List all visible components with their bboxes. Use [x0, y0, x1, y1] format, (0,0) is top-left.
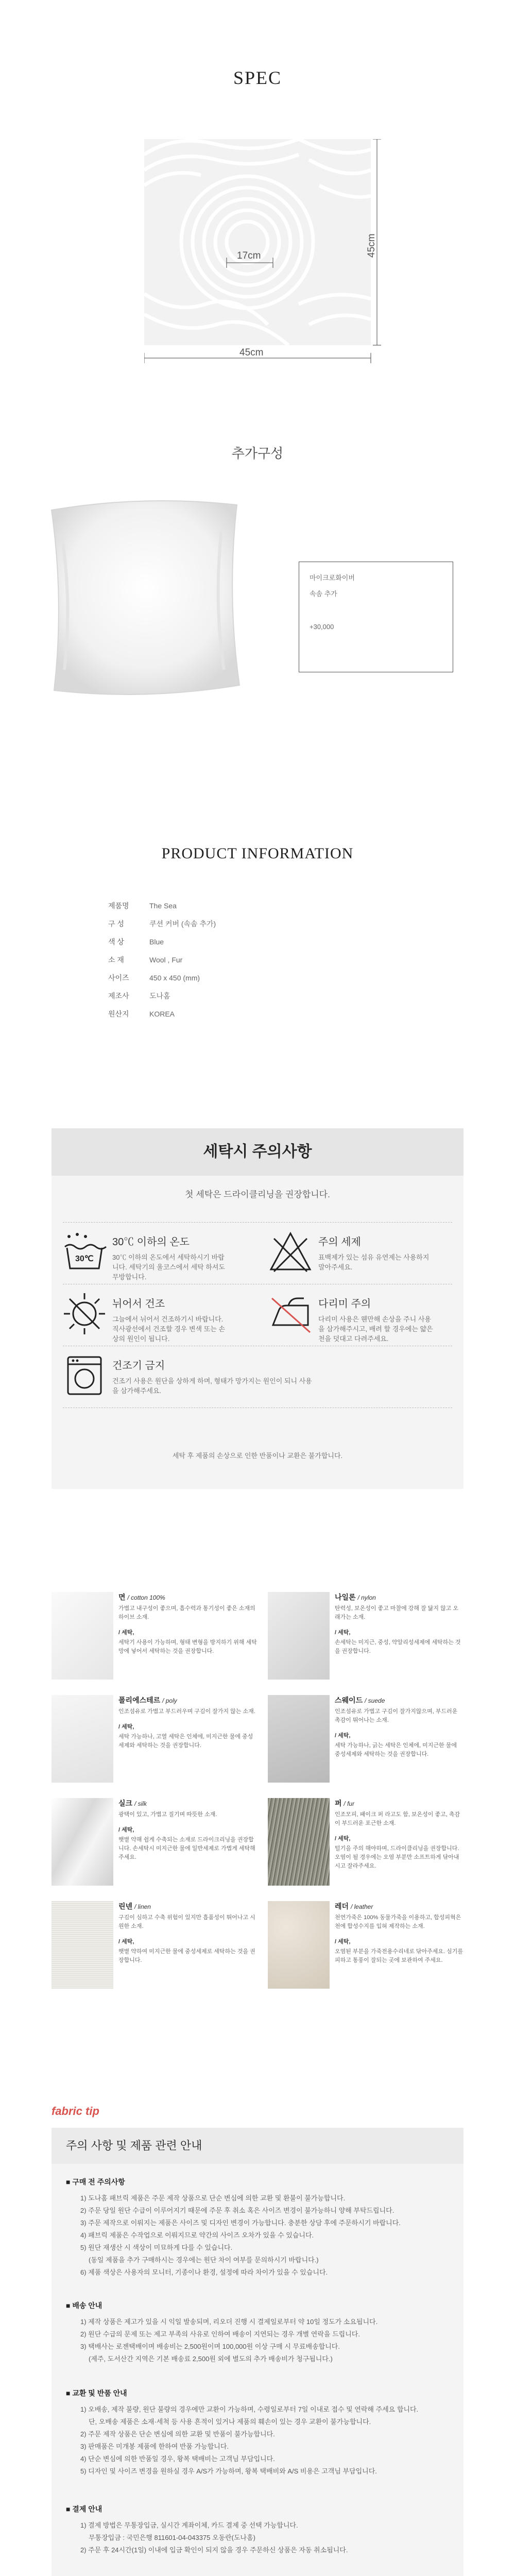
fabric-desc: 광택이 있고, 가볍고 질기며 따뜻한 소재.: [118, 1811, 217, 1818]
no-bleach-icon: [268, 1229, 313, 1275]
fabric-wash-title: / 세탁,: [118, 1827, 134, 1833]
wash-item-text: 30℃ 이하의 온도에서 세탁하시기 바랍니다. 세탁기의 울코스에서 세탁 하셔도 무방합니다.: [112, 1253, 225, 1281]
info-row: [108, 969, 366, 987]
wash-item-text: 건조기 사용은 원단을 상하게 하며, 형태가 망가지는 원인이 되니 사용을 삼가해주세요.: [112, 1377, 312, 1395]
wash-item-title: 다리미 주의: [318, 1298, 371, 1310]
info-row: [108, 987, 366, 1005]
fabric-wash-desc: 햇볕 약해 쉽게 수축되는 소재로 드라이크리닝을 권장합니다. 손세탁시 미지근한 물에 일반세제로 가볍게 세탁해주세요.: [118, 1837, 255, 1860]
fabric-desc: 인조섬유로 가볍고 부드러우며 구김이 잘가지 않는 소재.: [118, 1708, 255, 1715]
wash-temp-label: 30℃: [75, 1255, 94, 1263]
fabric-wash-title: / 세탁,: [118, 1630, 134, 1636]
notice-line: 무통장입금 : 국민은행 811601-04-043375 오동란(도나홈): [89, 2534, 256, 2541]
extra-option-title: 추가구성: [231, 446, 284, 461]
fabric-desc: 인조섬유로 가볍고 구김이 잘가지않으며, 부드러운 촉감이 뛰어나는 소재.: [335, 1708, 458, 1723]
info-value: KOREA: [149, 1009, 175, 1018]
fabric-desc: 천연가죽은 100% 동물가죽을 이용하고, 합성피혁은 천에 합성수지를 입혀 제작하는 소재.: [335, 1914, 461, 1929]
fabric-desc: 가볍고 내구성이 좋으며, 흡수력과 통기성이 좋은 소재의 하이브 소재.: [118, 1605, 255, 1620]
notice-line: 2) 주문 당일 원단 수급이 이루어지기 때문에 주문 후 취소 혹은 사이즈 변경이 불가능하니 양해 부탁드립니다.: [80, 2207, 394, 2214]
notice-block-title: ■ 배송 안내: [66, 2301, 102, 2310]
product-info-table: [108, 896, 366, 1023]
notice-line: 5) 디자인 및 사이즈 변경을 원하실 경우 A/S가 가능하며, 왕복 택배비와 A/S 비용은 고객님 부담입니다.: [80, 2467, 377, 2475]
fabric-wash-desc: 털기을 주의 해야하며, 드라이클리닝을 권장합니다. 오염이 될 경우에는 오염 부분만 소프트하게 닦아내시고 잘라주세요.: [335, 1845, 459, 1869]
info-key: 제조사: [108, 991, 129, 1000]
wash-30c-icon: [62, 1229, 107, 1275]
notice-block-payment: [66, 2504, 452, 2556]
wash-item-text: 다리미 사용은 웬만해 손상을 주니 사용을 삼가해주시고, 배려 할 경우에는 얇은 천을 덧대고 다려주세요.: [318, 1315, 433, 1343]
notice-line: 6) 제품 색상은 사용자의 모니터, 기종이나 환경, 설정에 따라 차이가 있을 수 있습니다.: [80, 2268, 328, 2276]
washing-subtitle: 첫 세탁은 드라이클리닝을 권장합니다.: [185, 1190, 330, 1199]
cushion-spec-diagram: [144, 139, 381, 366]
fabric-en: / fur: [344, 1800, 355, 1807]
notice-line: 4) 패브릭 제품은 수작업으로 이뤄지므로 약간의 사이즈 오차가 있을 수 있습니다.: [80, 2231, 314, 2239]
no-tumble-dry-icon: [62, 1353, 107, 1398]
fabric-name: 폴리에스테르: [118, 1696, 161, 1704]
option-name: 속솜 추가: [310, 590, 337, 598]
fabric-wash-title: / 세탁,: [335, 1836, 351, 1842]
notice-line: 1) 오배송, 제작 불량, 원단 불량의 경우에만 교환이 가능하며, 수령일로부터 7일 이내로 접수 및 연락해 주세요 합니다.: [80, 2405, 419, 2413]
fabric-wash-desc: 세탁 가능하나, 긁는 세탁은 인체에, 미지근한 물에 중성세제와 세탁하는 것을 권장합니다.: [335, 1742, 457, 1757]
notice-block-purchase: [66, 2177, 452, 2279]
notice-line: 2) 주문 제작 상품은 단순 변심에 의한 교환 및 반품이 불가능합니다.: [80, 2430, 275, 2438]
fabric-en: / leather: [350, 1903, 373, 1910]
wash-item-title: 주의 세제: [318, 1236, 361, 1248]
notice-line: 1) 결제 방법은 무통장입금, 실시간 계좌이체, 카드 결제 중 선택 가능합니다.: [80, 2521, 298, 2529]
notice-block-title: ■ 교환 및 반품 안내: [66, 2389, 127, 2397]
wash-item-title: 건조기 금지: [112, 1360, 165, 1371]
fabric-wash-title: / 세탁,: [118, 1939, 134, 1945]
fabric-desc: 탄력성, 보온성이 좋고 마찰에 강해 잘 닳지 않고 오래가는 소재.: [335, 1605, 459, 1620]
wash-item: [318, 1295, 437, 1344]
notice-line: 5) 원단 재생산 시 색상이 미묘하게 다를 수 있습니다.: [80, 2244, 233, 2251]
notice-block-shipping: [66, 2300, 452, 2365]
fabric-en: / suede: [365, 1697, 385, 1704]
fabric-desc: 인조모피, 패이크 퍼 라고도 함, 보온성이 좋고, 촉감이 부드러운 포근한 소재.: [335, 1811, 460, 1826]
info-value: The Sea: [149, 901, 177, 910]
fabric-en: / poly: [162, 1697, 177, 1704]
notice-block-title: ■ 구매 전 주의사항: [66, 2178, 125, 2186]
notice-line: 3) 판매품은 미개봉 제품에 한하여 반품 가능합니다.: [80, 2443, 229, 2450]
notice-line: 2) 원단 수급의 문제 또는 제고 부족의 사유로 인하여 배송이 지연되는 경우 개별 연락을 드립니다.: [80, 2330, 360, 2338]
wash-item: [112, 1233, 231, 1282]
fabric-wash-title: / 세탁,: [335, 1630, 351, 1636]
info-value: 쿠션 커버 (속솜 추가): [149, 919, 216, 928]
fabric-name: 퍼: [335, 1799, 342, 1807]
fabric-swatch: [268, 1798, 330, 1886]
info-key: 소 재: [108, 955, 124, 964]
notice-title: 주의 사항 및 제품 관련 안내: [52, 2128, 464, 2164]
info-row: [108, 933, 366, 951]
fabric-wash-desc: 세탁기 사용이 가능하며, 형태 변형을 방지하기 위해 세탁망에 넣어서 세탁하는 것을 권장합니다.: [118, 1639, 257, 1654]
pillow-insert-image: [41, 474, 247, 716]
fabric-swatch: [52, 1592, 113, 1680]
inner-size-label: 17cm: [237, 250, 261, 261]
washing-footer: 세탁 후 제품의 손상으로 인한 반품이나 교환은 불가합니다.: [172, 1452, 343, 1460]
notice-box: [52, 2128, 464, 2576]
fabric-swatch: [268, 1695, 330, 1783]
fabric-wash-desc: 세탁 가능하나, 고열 세탁은 인체에, 미지근한 물에 중성세제와 세탁하는 것을 권장합니다.: [118, 1734, 253, 1749]
notice-line: 3) 택배사는 로젠택배이며 배송비는 2,500원이며 100,000원 이상 구매 시 무료배송합니다.: [80, 2343, 340, 2350]
info-value: Wool , Fur: [149, 955, 183, 964]
fabric-swatch: [52, 1695, 113, 1783]
wash-item: [112, 1357, 318, 1396]
notice-line: 4) 단순 변심에 의한 반품일 경우, 왕복 택배비는 고객님 부담입니다.: [80, 2455, 275, 2463]
option-material: 마이크로화이버: [310, 574, 355, 582]
wash-item: [318, 1233, 437, 1272]
fabric-en: / linen: [134, 1903, 151, 1910]
notice-line: (동일 제품을 추가 구매하시는 경우에는 원단 차이 여부를 문의하시기 바랍니다.): [89, 2256, 319, 2264]
dry-flat-shade-icon: [62, 1291, 107, 1336]
option-price: +30,000: [310, 623, 334, 631]
fabric-name: 실크: [118, 1799, 133, 1807]
washing-title: 세탁시 주의사항: [52, 1128, 464, 1176]
fabric-swatch: [52, 1798, 113, 1886]
fabric-name: 린넨: [118, 1902, 133, 1910]
fabric-swatch: [52, 1901, 113, 1989]
fabric-swatch: [268, 1901, 330, 1989]
notice-block-return: [66, 2388, 452, 2478]
fabric-en: / nylon: [357, 1594, 376, 1601]
notice-line: 1) 도나홈 패브릭 제품은 주문 제작 상품으로 단순 변심에 의한 교환 및 환불이 불가능합니다.: [80, 2194, 346, 2202]
info-row: [108, 1005, 366, 1023]
info-key: 사이즈: [108, 973, 129, 982]
notice-line: 단, 오배송 제품은 소재·세척 등 사용 흔적이 있거나 제품의 훼손이 있는 경우 교환이 불가능합니다.: [89, 2418, 371, 2426]
notice-block-title: ■ 결제 안내: [66, 2505, 102, 2513]
height-label: 45cm: [366, 233, 377, 258]
info-value: Blue: [149, 937, 164, 946]
fabric-wash-title: / 세탁,: [118, 1724, 134, 1730]
wash-item: [112, 1295, 231, 1344]
fabric-desc: 구김이 심하고 수축 위험이 있지만 흡품성이 뛰어나고 시원한 소재.: [118, 1914, 255, 1929]
notice-line: 1) 제작 상품은 제고가 있을 시 익일 발송되며, 리오더 진행 시 결제일로부터 약 10일 정도가 소요됩니다.: [80, 2318, 378, 2326]
info-value: 450 x 450 (mm): [149, 973, 200, 982]
info-value: 도나홈: [149, 991, 170, 1000]
notice-line: (제주, 도서산간 지역은 기본 배송료 2,500원 외에 별도의 추가 배송비가 청구됩니다.): [89, 2355, 333, 2363]
fabric-swatch: [268, 1592, 330, 1680]
wash-item-text: 그늘에서 뉘어서 건조하기시 바랍니다. 직사광선에서 건조할 경우 변색 또는 손상의 원인이 됩니다.: [112, 1315, 225, 1343]
washing-guide: [52, 1128, 464, 1489]
fabric-wash-desc: 손세탁는 미지근, 중성, 약알리성세제에 세탁하는 것을 권장합니다.: [335, 1639, 461, 1654]
fabric-en: / silk: [134, 1800, 147, 1807]
fabric-tip-label: fabric tip: [52, 2105, 99, 2117]
fabric-name: 레더: [335, 1902, 349, 1910]
fabric-wash-desc: 오염된 부분을 가죽전용수리네로 닦아주세요. 심기를 피하고 통풍이 잘되는 곳에 보관하여 주세요.: [335, 1948, 464, 1963]
info-row: [108, 951, 366, 969]
iron-caution-icon: [268, 1291, 313, 1336]
wash-item-title: 뉘어서 건조: [112, 1298, 165, 1310]
wash-item-title: 30℃ 이하의 온도: [112, 1236, 190, 1248]
option-box[interactable]: [299, 562, 453, 672]
fabric-en: / cotton 100%: [127, 1594, 165, 1601]
info-row: [108, 914, 366, 933]
width-label: 45cm: [239, 347, 264, 358]
fabric-name: 스웨이드: [335, 1696, 363, 1704]
fabric-wash-desc: 햇볕 약하여 미지근한 물에 중성세제로 세탁하는 것을 권장합니다.: [118, 1948, 255, 1963]
info-key: 원산지: [108, 1009, 129, 1018]
notice-line: 2) 주문 후 24시간(1일) 이내에 입금 확인이 되지 않을 경우 주문하신 상품은 자동 취소됩니다.: [80, 2546, 348, 2554]
product-info-title: PRODUCT INFORMATION: [161, 845, 354, 862]
info-key: 색 상: [108, 937, 124, 946]
notice-line: 3) 주문 제작으로 이뤄지는 제품은 사이즈 및 디자인 변경이 가능합니다. 충분한 상담 후에 주문하시기 바랍니다.: [80, 2219, 401, 2227]
fabric-name: 면: [118, 1593, 126, 1601]
fabric-name: 나일론: [335, 1593, 356, 1601]
info-key: 구 성: [108, 919, 124, 928]
info-key: 제품명: [108, 901, 129, 910]
fabric-wash-title: / 세탁,: [335, 1939, 351, 1945]
info-row: [108, 896, 366, 914]
fabric-wash-title: / 세탁,: [335, 1733, 351, 1739]
spec-title: SPEC: [233, 67, 282, 88]
wash-item-text: 표백제가 있는 섬유 유연제는 사용하지 말아주세요.: [318, 1253, 430, 1271]
